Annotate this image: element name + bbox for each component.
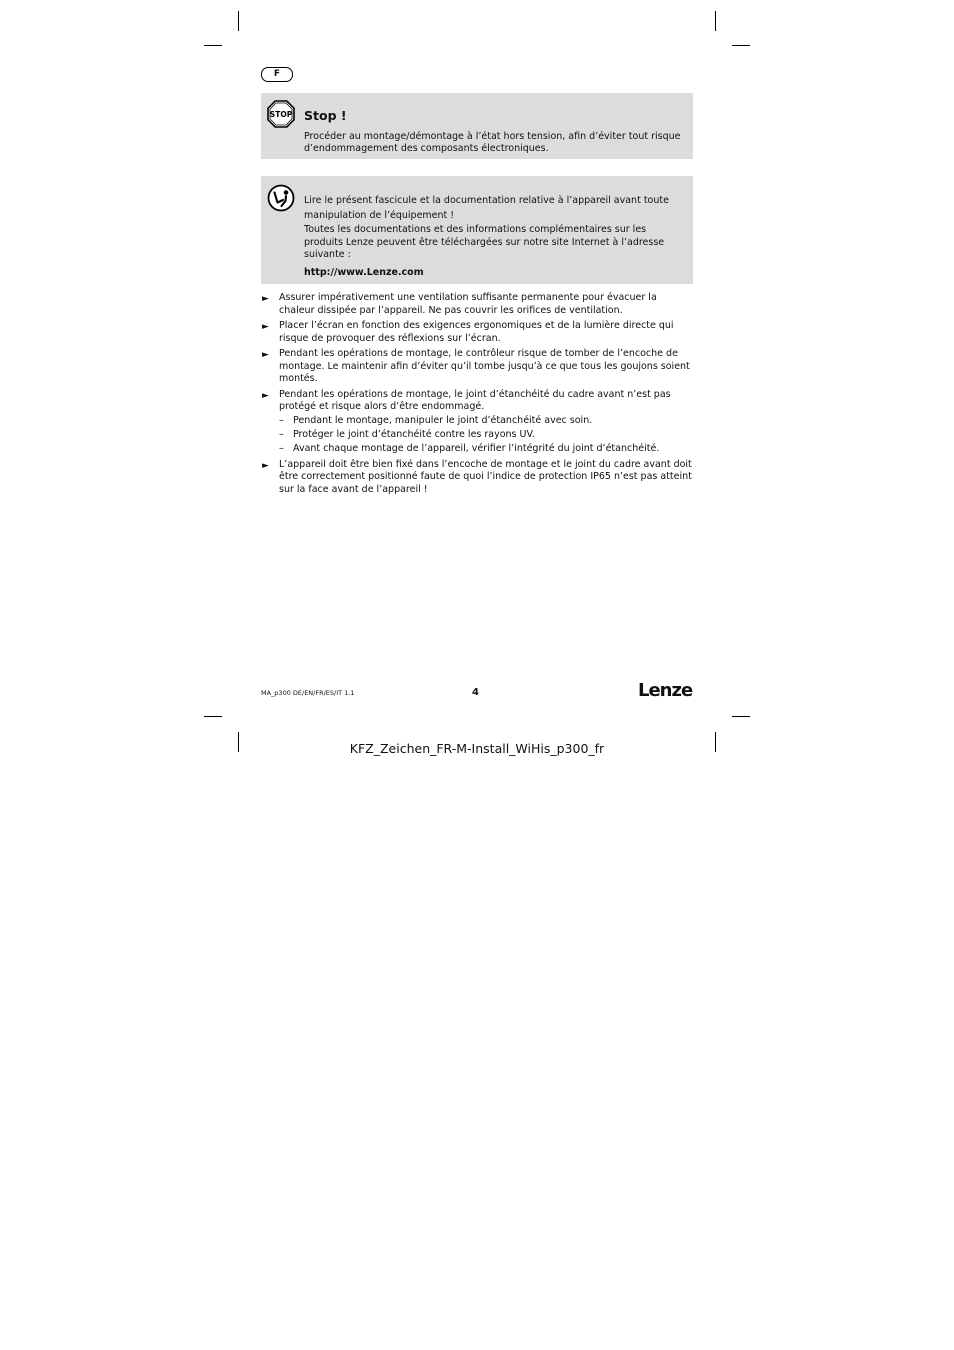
list-item: [262, 320, 692, 345]
bullet-arrow-icon: ►: [262, 350, 269, 360]
list-item-text: L’appareil doit être bien fixé dans l’encoche de montage et le joint du cadre avant doit être correctement positionné faute de quoi l’indice de protection IP65 n’est pas atteint sur la face avant de l’appareil !: [279, 458, 692, 495]
dash-marker: –: [279, 415, 284, 426]
stop-warning-box: [261, 93, 693, 159]
sub-list-item: [279, 415, 692, 428]
crop-mark: [204, 716, 222, 717]
stop-text: Procéder au montage/démontage à l’état hors tension, afin d’éviter tout risque d’endommagement des composants électroniques.: [304, 131, 681, 154]
info-paragraph-2: Toutes les documentations et des informations complémentaires sur les produits Lenze peuvent être téléchargées sur notre site Internet à l’adresse suivante :: [304, 224, 665, 260]
list-item-text: Assurer impérativement une ventilation suffisante permanente pour évacuer la chaleur dissipée par l’appareil. Ne pas couvrir les orifices de ventilation.: [279, 292, 657, 316]
bullet-arrow-icon: ►: [262, 460, 269, 471]
list-item: [262, 348, 692, 386]
sub-list-item-text: Pendant le montage, manipuler le joint d’étanchéité avec soin.: [293, 415, 593, 426]
reading-person-icon: [267, 184, 295, 212]
list-item-text: Pendant les opérations de montage, le contrôleur risque de tomber de l’encoche de montage. Le maintenir afin d’éviter qu’il tombe jusqu’à ce que tous les goujons soient montés.: [279, 348, 690, 384]
list-item-text: Placer l’écran en fonction des exigences ergonomiques et de la lumière directe qui risque de provoquer des réflexions sur l’écran.: [279, 320, 674, 344]
bullet-arrow-icon: ►: [262, 390, 269, 401]
stop-sign-label: STOP: [269, 110, 293, 120]
bullet-arrow-icon: ►: [262, 322, 269, 332]
instruction-list: [262, 292, 692, 499]
list-item: [262, 459, 692, 497]
language-badge: F: [261, 67, 293, 82]
file-caption: KFZ_Zeichen_FR-M-Install_WiHis_p300_fr: [349, 741, 605, 756]
stop-sign-icon: [267, 100, 295, 128]
website-link[interactable]: http://www.Lenze.com: [304, 267, 424, 278]
crop-mark: [715, 11, 716, 31]
crop-mark: [238, 11, 239, 31]
info-paragraph-1: Lire le présent fascicule et la documentation relative à l’appareil avant toute manipulation de l’équipement !: [304, 195, 669, 221]
crop-mark: [204, 45, 222, 46]
list-item: [262, 389, 692, 456]
bullet-arrow-icon: ►: [262, 294, 269, 304]
lenze-logo: Lenze: [638, 680, 693, 701]
stop-title: Stop !: [304, 108, 347, 123]
page-number: 4: [472, 687, 479, 698]
sub-list-item-text: Avant chaque montage de l’appareil, vérifier l’intégrité du joint d’étanchéité.: [293, 443, 660, 454]
crop-mark: [732, 45, 750, 46]
list-item-text: Pendant les opérations de montage, le joint d’étanchéité du cadre avant n’est pas protégé et risque alors d’être endommagé.: [279, 388, 671, 412]
sub-list-item: [279, 443, 692, 456]
sub-list-item-text: Protéger le joint d’étanchéité contre les rayons UV.: [293, 429, 535, 440]
document-code: MA_p300 DE/EN/FR/ES/IT 1.1: [261, 689, 355, 697]
info-note-box: [261, 176, 693, 284]
sub-list-item: [279, 429, 692, 442]
dash-marker: –: [279, 429, 284, 440]
dash-marker: –: [279, 443, 284, 454]
crop-mark: [732, 716, 750, 717]
list-item: [262, 292, 692, 317]
